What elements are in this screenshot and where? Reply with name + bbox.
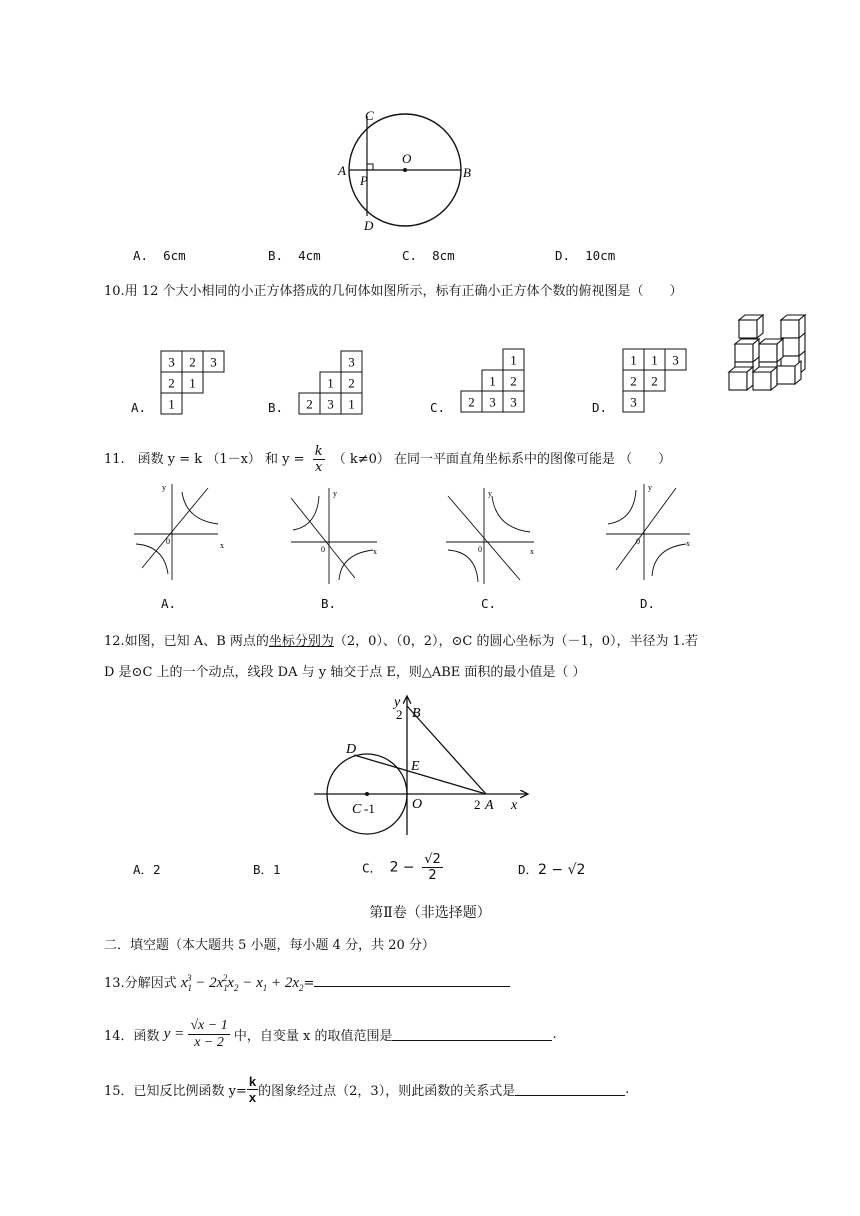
q12-option-a: A．2 [133,862,161,877]
q11-stem: 11. 函数 y = k （1－x） 和 y = $\frac{k}{x}$ （ k≠0） 在同一平面直角坐标系中的图像可能是 （ ） [104,444,672,475]
grid-cell-count: 2 [630,373,637,389]
grid-cell-count: 1 [510,352,517,368]
q13-expression: $x_1^3 - 2x_1^2x_2 - x_1 + 2x_2$ [180,973,304,993]
svg-text:C: C [352,802,362,817]
svg-text:x: x [686,539,690,548]
q12-stem-line2: D 是⊙C 上的一个动点，线段 DA 与 y 轴交于点 E，则△ABE 面积的最小值是（ ） [104,665,586,680]
q10-option-c-letter: C. [430,400,446,415]
svg-text:0: 0 [478,545,482,554]
grid-cell-count: 1 [348,396,355,412]
grid-cell-count: 3 [348,354,355,370]
label-c: C [365,108,374,123]
label-p: P [360,173,368,188]
grid-cell-count: 3 [210,354,217,370]
q10-grid-d [622,348,692,414]
q11-graph-c [440,482,540,588]
q11-graph-d [600,478,700,584]
svg-text:y: y [333,489,337,498]
grid-cell-count: 1 [489,373,496,389]
svg-text:y: y [394,695,401,710]
label-b: B [463,165,471,180]
grid-cell-count: 1 [651,352,658,368]
q11-option-d: D. [640,596,656,611]
section-title: 第Ⅱ卷（非选择题） [369,905,491,921]
svg-text:0: 0 [636,537,640,546]
grid-cell-count: 2 [189,354,196,370]
grid-cell-count: 3 [672,352,679,368]
q9-circle-figure [330,100,480,240]
svg-text:0: 0 [166,537,170,546]
grid-cell-count: 2 [510,373,517,389]
q9-option-a: A. 6cm [133,248,186,263]
svg-text:x: x [511,798,518,813]
grid-cell-count: 3 [510,394,517,410]
svg-text:x: x [373,547,377,556]
grid-cell-count: 1 [189,375,196,391]
q13-answer-blank[interactable] [314,974,510,987]
svg-text:2: 2 [474,797,481,812]
section-part-heading: 二．填空题（本大题共 5 小题，每小题 4 分，共 20 分） [104,938,435,953]
q12-option-b: B．1 [253,862,281,877]
grid-cell-count: 2 [468,394,475,410]
q9-option-b: B. 4cm [268,248,321,263]
svg-text:y: y [648,483,652,492]
q10-grid-c [460,348,530,414]
grid-cell-count: 2 [168,375,175,391]
label-d: D [364,218,374,233]
q14: 14．函数 y = $\frac{√x - 1}{x - 2}$ 中，自变量 x 的取值范围是 . [104,1018,557,1050]
q10-grid-a [160,350,230,416]
grid-cell-count: 3 [489,394,496,410]
grid-cell-count: 2 [651,373,658,389]
svg-text:-1: -1 [364,801,375,816]
q15: 15．已知反比例函数 y= $\frac{k}{x}$ 的图象经过点（2，3），则此函数的关系式是 . [104,1074,630,1105]
q12-option-c: C． 2 − $\frac{√2}{2}$ [362,852,441,883]
svg-text:D: D [346,742,357,757]
q10-option-a-letter: A. [131,400,147,415]
label-a: A [338,163,346,178]
grid-cell-count: 3 [630,394,637,410]
svg-text:0: 0 [321,545,325,554]
svg-text:B: B [412,706,421,721]
q11-option-a: A. [161,596,177,611]
svg-text:x: x [220,541,224,550]
q14-answer-blank[interactable] [392,1028,552,1041]
q10-option-d-letter: D. [592,400,608,415]
label-o: O [402,151,412,166]
q11-option-c: C. [481,596,497,611]
q10-cubes-figure [725,310,810,398]
q11-option-b: B. [321,596,337,611]
grid-cell-count: 2 [348,375,355,391]
q11-graph-b [285,482,385,588]
grid-cell-count: 1 [630,352,637,368]
q15-answer-blank[interactable] [515,1083,625,1096]
svg-text:A: A [485,798,494,813]
q12-option-d: D．2 − √2 [518,862,586,878]
svg-text:E: E [411,759,420,774]
q13: 13.分解因式 $x_1^3 - 2x_1^2x_2 - x_1 + 2x_2=$ [104,972,510,993]
grid-cell-count: 2 [306,396,313,412]
svg-text:y: y [488,489,492,498]
q9-option-d: D. 10cm [555,248,616,263]
grid-cell-count: 3 [327,396,334,412]
q12-coordinate-figure [310,690,540,840]
q12-stem-line1: 12.如图，已知 A、B 两点的坐标分别为（2，0）、（0，2），⊙C 的圆心坐标为（－1，0），半径为 1.若 [104,634,699,649]
q11-graph-a [128,478,228,584]
grid-cell-count: 1 [168,396,175,412]
grid-cell-count: 3 [168,354,175,370]
q10-stem: 10.用 12 个大小相同的小正方体搭成的几何体如图所示，标有正确小正方体个数的俯视图是（ ） [104,284,683,299]
q10-option-b-letter: B. [268,400,284,415]
q10-grid-b [298,350,368,416]
svg-text:x: x [530,547,534,556]
grid-cell-count: 1 [327,375,334,391]
svg-text:y: y [162,483,166,492]
svg-text:O: O [412,797,423,812]
svg-text:2: 2 [396,707,403,722]
q9-option-c: C. 8cm [402,248,455,263]
